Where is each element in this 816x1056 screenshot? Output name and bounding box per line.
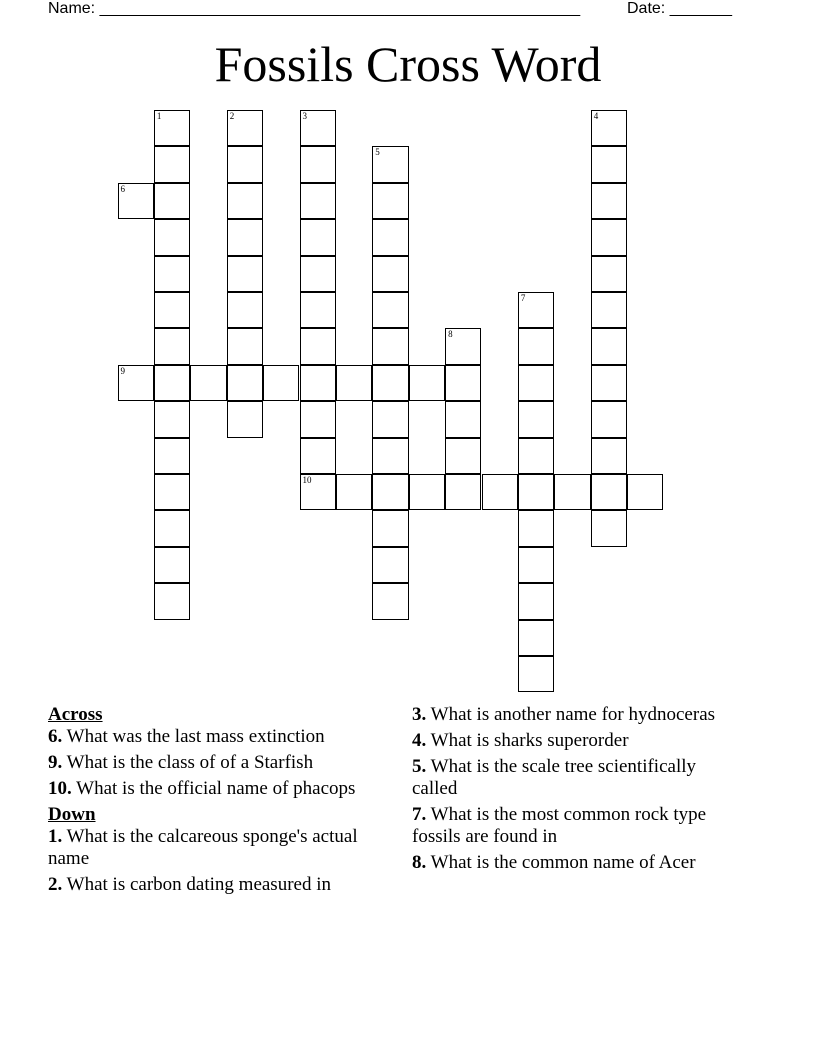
crossword-cell[interactable]: [300, 438, 336, 474]
crossword-cell[interactable]: [154, 365, 190, 401]
clue-text: What was the last mass extinction: [62, 726, 325, 747]
crossword-cell[interactable]: [591, 219, 627, 255]
crossword-cell[interactable]: [154, 256, 190, 292]
crossword-cell[interactable]: [518, 292, 554, 328]
crossword-cell[interactable]: [263, 365, 299, 401]
crossword-cell[interactable]: [336, 474, 372, 510]
clue-item: [412, 852, 742, 874]
crossword-cell[interactable]: [591, 401, 627, 437]
crossword-cell[interactable]: [372, 292, 408, 328]
crossword-cell[interactable]: [154, 292, 190, 328]
crossword-cell[interactable]: [300, 110, 336, 146]
crossword-cell[interactable]: [482, 474, 518, 510]
crossword-cell[interactable]: [154, 110, 190, 146]
crossword-cell[interactable]: [227, 219, 263, 255]
clue-item: [48, 826, 388, 870]
crossword-cell[interactable]: [336, 365, 372, 401]
clue-text: What is the common name of Acer: [426, 852, 696, 873]
crossword-cell[interactable]: [154, 474, 190, 510]
crossword-cell[interactable]: [190, 365, 226, 401]
crossword-cell[interactable]: [518, 583, 554, 619]
crossword-cell[interactable]: [518, 620, 554, 656]
crossword-cell[interactable]: [300, 328, 336, 364]
crossword-cell[interactable]: [554, 474, 590, 510]
clue-text: What is sharks superorder: [426, 730, 629, 751]
page-title: Fossils Cross Word: [214, 36, 602, 92]
crossword-cell[interactable]: [591, 110, 627, 146]
crossword-cell[interactable]: [445, 328, 481, 364]
clue-item: [412, 704, 742, 726]
clue-text: What is the class of of a Starfish: [62, 752, 314, 773]
clue-number-label: 5: [375, 147, 380, 158]
crossword-cell[interactable]: [518, 438, 554, 474]
crossword-cell[interactable]: [372, 583, 408, 619]
crossword-cell[interactable]: [154, 547, 190, 583]
clue-item: [412, 756, 742, 800]
clues-left-column: [48, 704, 388, 900]
crossword-cell[interactable]: [300, 256, 336, 292]
down-heading: Down: [48, 804, 96, 825]
clue-text: What is the calcareous sponge's actual name: [48, 826, 358, 869]
crossword-cell[interactable]: [300, 146, 336, 182]
crossword-cell[interactable]: [591, 183, 627, 219]
crossword-cell[interactable]: [445, 401, 481, 437]
crossword-cell[interactable]: [372, 401, 408, 437]
crossword-cell[interactable]: [518, 474, 554, 510]
crossword-cell[interactable]: [227, 401, 263, 437]
clue-text: What is the scale tree scientifically called: [412, 756, 697, 799]
crossword-cell[interactable]: [227, 328, 263, 364]
crossword-cell[interactable]: [445, 474, 481, 510]
clue-number-label: 7: [520, 293, 526, 303]
clue-number-label: 9: [120, 365, 125, 376]
crossword-cell[interactable]: [154, 183, 190, 219]
clue-item: [412, 730, 742, 752]
crossword-cell[interactable]: [227, 365, 263, 401]
clue-item: [48, 752, 388, 774]
crossword-cell[interactable]: [118, 183, 154, 219]
clue-number-label: 2: [229, 111, 235, 121]
clue-number: 5.: [412, 756, 427, 777]
clue-number: 4.: [412, 730, 427, 751]
crossword-cell[interactable]: [409, 474, 445, 510]
clue-number-label: 3: [302, 111, 307, 121]
clue-number-label: 4: [593, 111, 599, 121]
crossword-cell[interactable]: [154, 401, 190, 437]
crossword-cell[interactable]: [300, 183, 336, 219]
date-field[interactable]: Date: _______: [627, 0, 732, 17]
crossword-cell[interactable]: [154, 510, 190, 546]
crossword-cell[interactable]: [300, 292, 336, 328]
crossword-cell[interactable]: [591, 365, 627, 401]
clue-number: 9.: [48, 752, 63, 773]
crossword-cell[interactable]: [300, 474, 336, 510]
crossword-cell[interactable]: [372, 256, 408, 292]
crossword-cell[interactable]: [518, 510, 554, 546]
clue-item: [48, 874, 388, 896]
clue-number-label: 6: [120, 183, 125, 194]
clue-number-label: 1: [156, 111, 162, 121]
crossword-cell[interactable]: [227, 256, 263, 292]
crossword-cell[interactable]: [591, 256, 627, 292]
crossword-cell[interactable]: [445, 438, 481, 474]
clue-number: 8.: [412, 852, 427, 873]
clue-number: 3.: [412, 704, 427, 725]
name-field[interactable]: Name: ______________________________________________________: [48, 0, 581, 17]
clue-text: What is the official name of phacops: [71, 778, 356, 799]
crossword-cell[interactable]: [518, 401, 554, 437]
crossword-cell[interactable]: [518, 365, 554, 401]
crossword-cell[interactable]: [591, 146, 627, 182]
crossword-cell[interactable]: [518, 547, 554, 583]
crossword-cell[interactable]: [591, 438, 627, 474]
clues-right-column: [412, 704, 742, 878]
crossword-cell[interactable]: [227, 110, 263, 146]
crossword-cell[interactable]: [154, 146, 190, 182]
crossword-cell[interactable]: [372, 438, 408, 474]
crossword-cell[interactable]: [591, 510, 627, 546]
crossword-cell[interactable]: [518, 656, 554, 692]
crossword-cell[interactable]: [372, 146, 408, 182]
crossword-cell[interactable]: [118, 365, 154, 401]
crossword-cell[interactable]: [591, 474, 627, 510]
crossword-cell[interactable]: [300, 365, 336, 401]
crossword-cell[interactable]: [227, 292, 263, 328]
crossword-cell[interactable]: [372, 547, 408, 583]
clue-number: 6.: [48, 726, 63, 747]
crossword-cell[interactable]: [300, 401, 336, 437]
crossword-cell[interactable]: [154, 219, 190, 255]
crossword-cell[interactable]: [372, 365, 408, 401]
crossword-cell[interactable]: [300, 219, 336, 255]
crossword-cell[interactable]: [372, 328, 408, 364]
crossword-cell[interactable]: [154, 438, 190, 474]
crossword-cell[interactable]: [518, 328, 554, 364]
crossword-cell[interactable]: [627, 474, 663, 510]
clue-item: [412, 804, 742, 848]
clue-text: What is another name for hydnoceras: [426, 704, 716, 725]
crossword-cell[interactable]: [227, 183, 263, 219]
clue-number: 2.: [48, 874, 63, 895]
clue-number: 10.: [48, 778, 72, 799]
crossword-cell[interactable]: [372, 474, 408, 510]
crossword-cell[interactable]: [409, 365, 445, 401]
crossword-cell[interactable]: [372, 183, 408, 219]
crossword-cell[interactable]: [227, 146, 263, 182]
clue-number-label: 10: [302, 475, 312, 485]
crossword-cell[interactable]: [154, 328, 190, 364]
crossword-cell[interactable]: [372, 219, 408, 255]
clue-text: What is the most common rock type fossils are found in: [412, 804, 707, 847]
clue-text: What is carbon dating measured in: [62, 874, 331, 895]
clue-number: 1.: [48, 826, 63, 847]
crossword-cell[interactable]: [591, 292, 627, 328]
crossword-cell[interactable]: [591, 328, 627, 364]
crossword-cell[interactable]: [445, 365, 481, 401]
clue-number-label: 8: [448, 329, 453, 340]
crossword-cell[interactable]: [154, 583, 190, 619]
clue-number: 7.: [412, 804, 427, 825]
clue-item: [48, 778, 388, 800]
clue-item: [48, 726, 388, 748]
crossword-cell[interactable]: [372, 510, 408, 546]
across-heading: Across: [48, 704, 103, 725]
